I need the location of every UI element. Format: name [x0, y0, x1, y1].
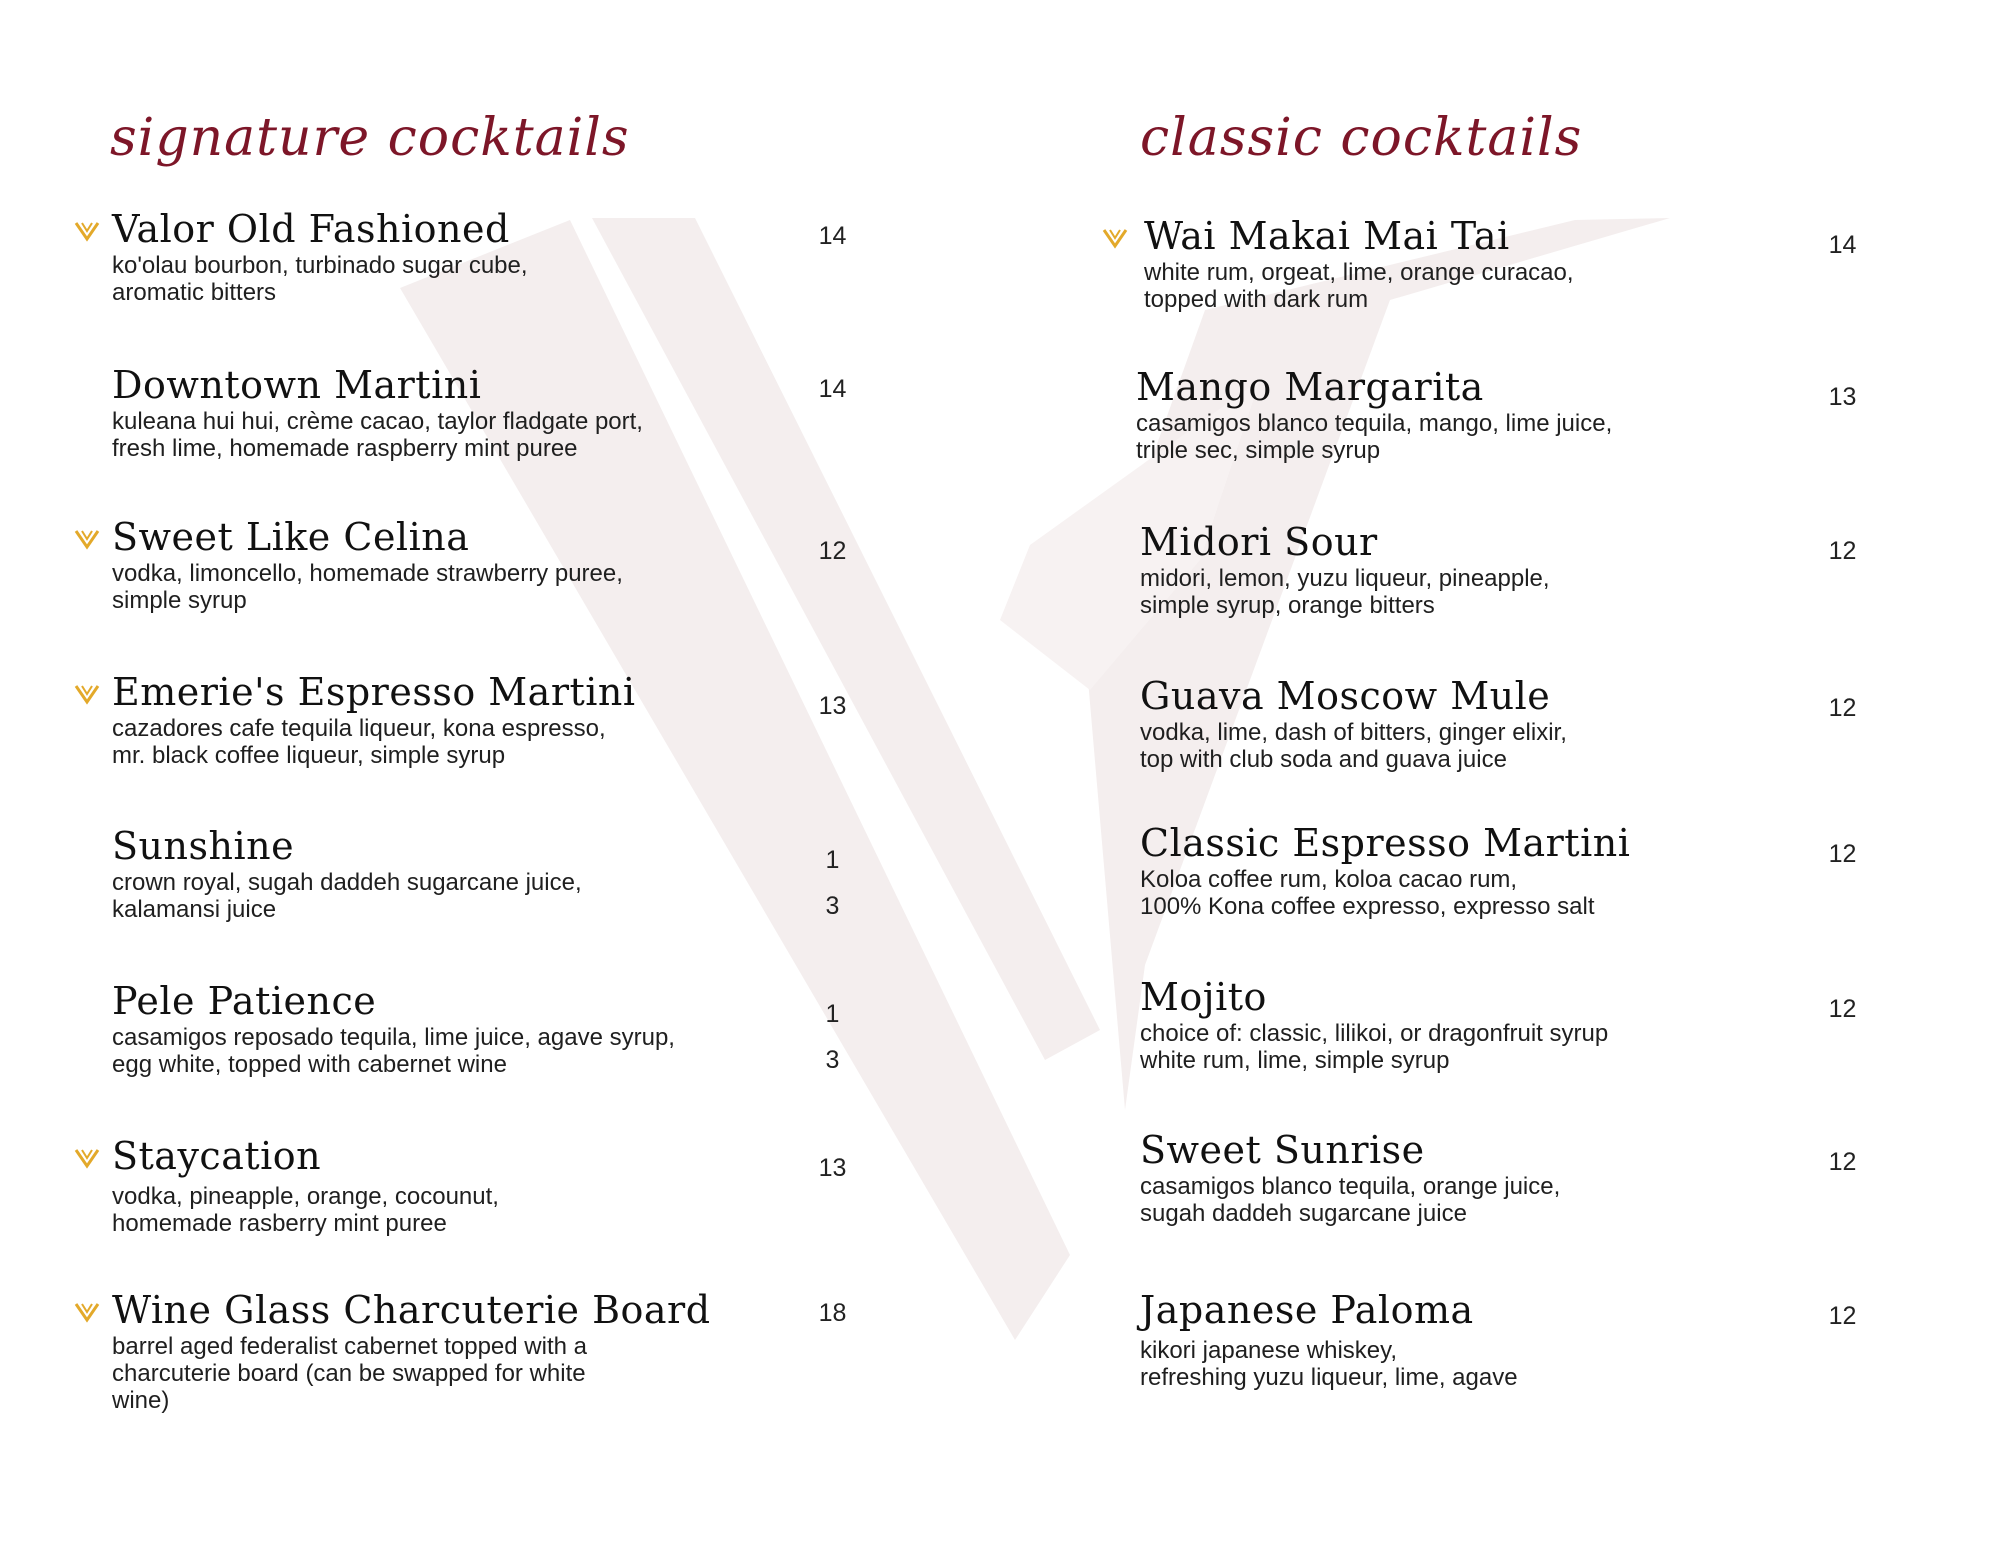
menu-item-description-line: crown royal, sugah daddeh sugarcane juice,: [112, 869, 582, 896]
menu-item: [1140, 675, 1567, 773]
menu-item-name: Mango Margarita: [1136, 365, 1484, 409]
menu-item-description: [1144, 259, 1574, 313]
menu-item-description-line: white rum, orgeat, lime, orange curacao,: [1144, 259, 1574, 286]
menu-item: [1136, 366, 1612, 464]
menu-item-price: [1810, 831, 1875, 877]
menu-item-name: Guava Moscow Mule: [1140, 674, 1551, 718]
menu-item-description-line: refreshing yuzu liqueur, lime, agave: [1140, 1364, 1518, 1391]
menu-item-name: Mojito: [1140, 975, 1267, 1019]
classic-cocktails-title: classic cocktails: [1140, 108, 1583, 168]
menu-item-description-line: simple syrup: [112, 587, 247, 614]
menu-item-description: [1140, 1020, 1608, 1074]
menu-item: [1140, 1129, 1560, 1227]
menu-item-description-line: vodka, lime, dash of bitters, ginger elixir,: [1140, 719, 1567, 746]
menu-item-price: [800, 1145, 865, 1191]
menu-item-price: [800, 1290, 865, 1336]
menu-item-price-line: 12: [818, 537, 847, 565]
menu-item-description-line: vodka, pineapple, orange, cocounut,: [112, 1183, 499, 1210]
menu-item-description-line: sugah daddeh sugarcane juice: [1140, 1200, 1467, 1227]
menu-item-price: [800, 683, 865, 729]
menu-item-description: [1140, 565, 1550, 619]
menu-item: [1140, 822, 1630, 920]
menu-item: [1140, 521, 1550, 619]
menu-item-price-line: 14: [818, 222, 847, 250]
menu-item-price-line: 14: [818, 375, 847, 403]
menu-item-name: Classic Espresso Martini: [1140, 821, 1631, 865]
v-chevron-icon: [1102, 227, 1128, 249]
v-chevron-icon: [74, 683, 100, 705]
menu-item-name: Wai Makai Mai Tai: [1144, 214, 1510, 258]
menu-item-price-line: 12: [1828, 995, 1857, 1023]
menu-item-description-line: casamigos reposado tequila, lime juice, agave syrup,: [112, 1024, 675, 1051]
menu-item-description-line: cazadores cafe tequila liqueur, kona espresso,: [112, 715, 606, 742]
menu-item: [1144, 215, 1574, 313]
menu-item: [112, 1135, 499, 1237]
menu-item-description: [112, 1183, 499, 1237]
menu-item-name: Downtown Martini: [112, 363, 482, 407]
menu-item-price: [800, 991, 865, 1083]
menu-item-description-line: charcuterie board (can be swapped for white: [112, 1360, 586, 1387]
menu-item-description-line: 100% Kona coffee expresso, expresso salt: [1140, 893, 1595, 920]
menu-item-description-line: midori, lemon, yuzu liqueur, pineapple,: [1140, 565, 1550, 592]
menu-item-price-line: 12: [1828, 1148, 1857, 1176]
signature-cocktails-title: signature cocktails: [110, 108, 630, 168]
menu-item-price: [800, 366, 865, 412]
menu-item-name: Staycation: [112, 1134, 322, 1178]
menu-item-description-line: simple syrup, orange bitters: [1140, 592, 1435, 619]
menu-item-price-line: 12: [1828, 537, 1857, 565]
menu-item-description: [1136, 410, 1612, 464]
menu-item-name: Wine Glass Charcuterie Board: [112, 1288, 711, 1332]
menu-item-name: Emerie's Espresso Martini: [112, 670, 636, 714]
menu-item: [112, 671, 636, 769]
menu-item: [112, 980, 675, 1078]
menu-item-description-line: casamigos blanco tequila, orange juice,: [1140, 1173, 1561, 1200]
menu-item-description-line: kalamansi juice: [112, 896, 277, 923]
menu-item-description-line: fresh lime, homemade raspberry mint puree: [112, 435, 578, 462]
menu-item-description-line: vodka, limoncello, homemade strawberry puree,: [112, 560, 623, 587]
menu-item-description: [112, 408, 643, 462]
menu-item-price-line: 12: [1828, 694, 1857, 722]
menu-item-description: [112, 1333, 711, 1414]
v-chevron-icon: [74, 1147, 100, 1169]
menu-item: [1140, 976, 1608, 1074]
menu-item-price-line: 1: [825, 846, 840, 874]
menu-item-price: [1810, 1293, 1875, 1339]
menu-item-description: [112, 715, 636, 769]
menu-item-name: Japanese Paloma: [1140, 1288, 1474, 1332]
menu-item-name: Pele Patience: [112, 979, 377, 1023]
menu-item-description-line: egg white, topped with cabernet wine: [112, 1051, 507, 1078]
menu-item-price-line: 3: [825, 892, 840, 920]
menu-item-price-line: 12: [1828, 840, 1857, 868]
menu-item-price-line: 3: [825, 1046, 840, 1074]
menu-item-name: Sweet Like Celina: [112, 515, 470, 559]
menu-item-description-line: topped with dark rum: [1144, 286, 1369, 313]
menu-item-price: [800, 213, 865, 259]
menu-item-price-line: 13: [818, 1154, 847, 1182]
menu-item-description: [1140, 1173, 1560, 1227]
menu-item-name: Midori Sour: [1140, 520, 1378, 564]
menu-item-name: Valor Old Fashioned: [112, 207, 510, 251]
menu-item-description-line: triple sec, simple syrup: [1136, 437, 1381, 464]
v-chevron-icon: [74, 1301, 100, 1323]
menu-item-description: [1140, 719, 1567, 773]
menu-item-price: [1810, 1139, 1875, 1185]
menu-item-description-line: mr. black coffee liqueur, simple syrup: [112, 742, 506, 769]
menu-item-price-line: 13: [818, 692, 847, 720]
menu-item: [1140, 1289, 1518, 1391]
menu-item-price-line: 14: [1828, 231, 1857, 259]
menu-item-name: Sunshine: [112, 824, 295, 868]
menu-item-description-line: top with club soda and guava juice: [1140, 746, 1507, 773]
menu-item-description: [112, 252, 528, 306]
menu-item-description-line: casamigos blanco tequila, mango, lime juice,: [1136, 410, 1613, 437]
menu-item: [112, 364, 643, 462]
menu-item-description-line: choice of: classic, lilikoi, or dragonfruit syrup: [1140, 1020, 1609, 1047]
menu-item: [112, 516, 623, 614]
menu-item-description-line: aromatic bitters: [112, 279, 277, 306]
menu-item: [112, 825, 582, 923]
menu-item-price: [1810, 528, 1875, 574]
menu-item-description: [112, 869, 582, 923]
menu-item-price-line: 13: [1828, 383, 1857, 411]
menu-item-name: Sweet Sunrise: [1140, 1128, 1425, 1172]
menu-item-description-line: barrel aged federalist cabernet topped with a: [112, 1333, 587, 1360]
menu-item-description-line: kuleana hui hui, crème cacao, taylor fladgate port,: [112, 408, 643, 435]
menu-item-description: [1140, 1337, 1518, 1391]
menu-item-price-line: 1: [825, 1000, 840, 1028]
menu-item-price: [800, 528, 865, 574]
menu-item-price: [1810, 222, 1875, 268]
menu-item-price-line: 12: [1828, 1302, 1857, 1330]
menu-item-price-line: 18: [818, 1299, 847, 1327]
menu-item-description-line: wine): [112, 1387, 170, 1414]
menu-item-price: [1810, 685, 1875, 731]
menu-item-description: [1140, 866, 1630, 920]
menu-item: [112, 1289, 711, 1414]
menu-item-description: [112, 1024, 675, 1078]
v-chevron-icon: [74, 528, 100, 550]
v-chevron-icon: [74, 220, 100, 242]
menu-item-description: [112, 560, 623, 614]
menu-item: [112, 208, 528, 306]
menu-item-description-line: ko'olau bourbon, turbinado sugar cube,: [112, 252, 528, 279]
menu-item-description-line: white rum, lime, simple syrup: [1140, 1047, 1450, 1074]
menu-item-price: [1810, 374, 1875, 420]
menu-item-price: [1810, 986, 1875, 1032]
menu-item-description-line: Koloa coffee rum, koloa cacao rum,: [1140, 866, 1518, 893]
menu-item-price: [800, 837, 865, 929]
menu-item-description-line: homemade rasberry mint puree: [112, 1210, 447, 1237]
menu-item-description-line: kikori japanese whiskey,: [1140, 1337, 1398, 1364]
